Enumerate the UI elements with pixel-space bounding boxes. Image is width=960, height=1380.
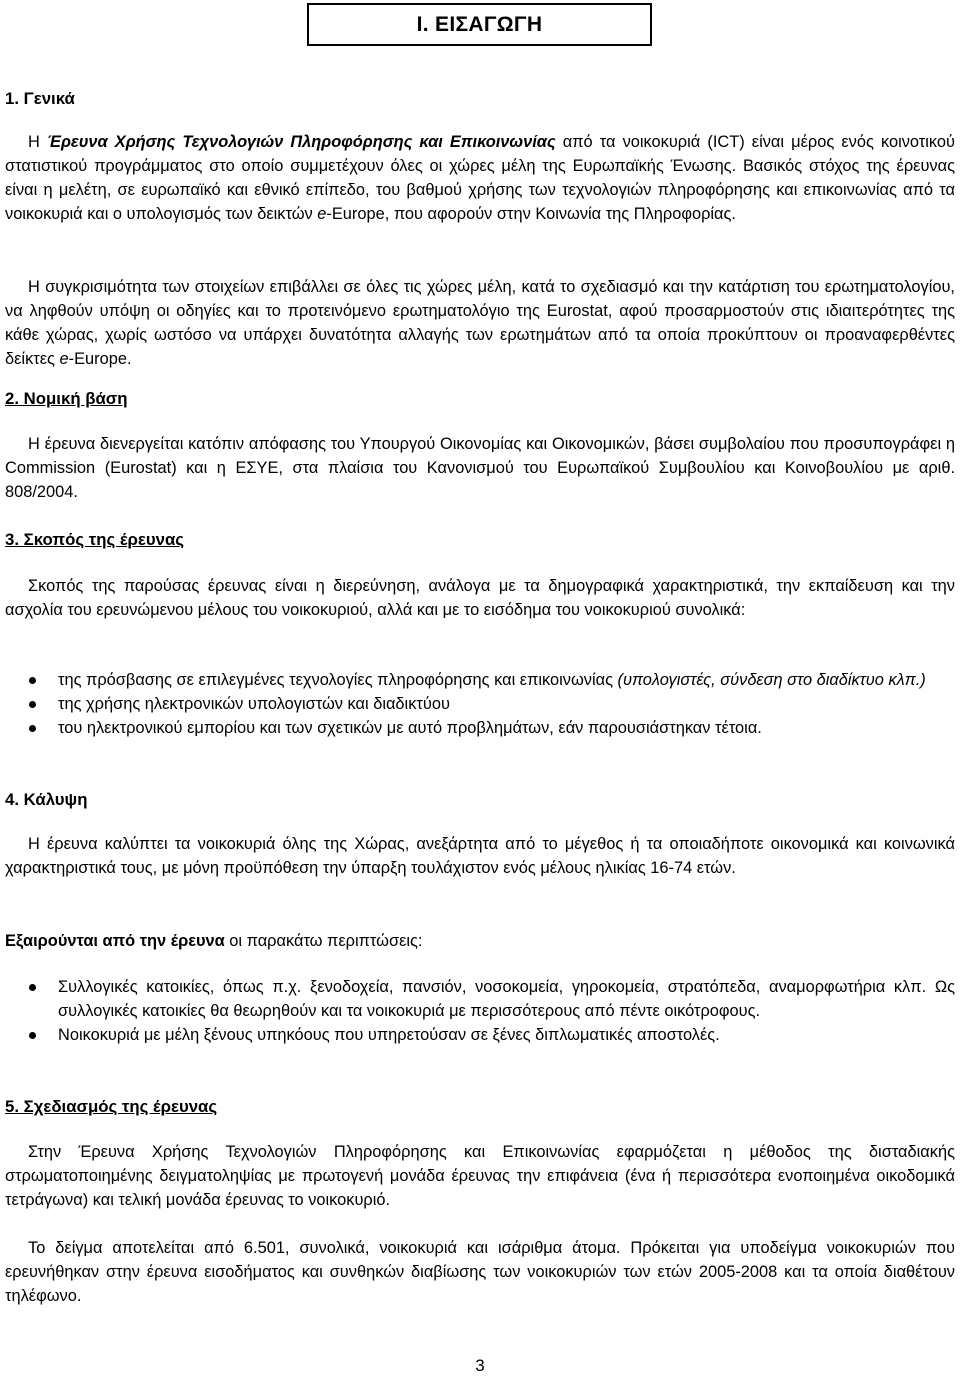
- section-4-heading: 4. Κάλυψη: [5, 790, 88, 809]
- exclusions-line: [5, 929, 955, 953]
- page-number: 3: [475, 1356, 485, 1375]
- p1-text-a: από τα νοικοκυριά (ICT) είναι μέρος ενός κοινοτικού στατιστικού προγράμματος στο οποίο συμμετέχουν όλες οι χώρες μέλη της Ευρωπαϊκής Ένωσης. Βασικός στόχος της έρευνας είναι η μελέτη, σε ευρωπαϊκό και εθνικό επίπεδο, του βαθμού χρήσης των τεχνολογιών πληροφόρησης και επικοινωνίας από τα νοικοκυριά και ο υπολογισμός των δεικτών: [5, 133, 955, 223]
- bullet-icon: [29, 701, 36, 708]
- section-5-paragraph-1: [5, 1140, 955, 1212]
- bullet-icon: [29, 725, 36, 732]
- section-5-paragraph-2: [5, 1236, 955, 1308]
- section-2-text: Η έρευνα διενεργείται κατόπιν απόφασης του Υπουργού Οικονομίας και Οικονομικών, βάσει συμβολαίου που προσυπογράφει η Commission (Eurostat) και η ΕΣΥΕ, στα πλαίσια του Κανονισμού του Ευρωπαϊκού Συμβουλίου και Κοινοβουλίου με αριθ. 808/2004.: [5, 435, 955, 501]
- section-4-paragraph: [5, 832, 955, 880]
- section-3-text: Σκοπός της παρούσας έρευνας είναι η διερεύνηση, ανάλογα με τα δημογραφικά χαρακτηριστικά, την εκπαίδευση και την ασχολία του ερευνώμενου μέλους του νοικοκυριού, αλλά και με το εισόδημα του νοικοκυριού συνολικά:: [5, 577, 955, 619]
- list-item-text: του ηλεκτρονικού εμπορίου και των σχετικών με αυτό προβλημάτων, εάν παρουσιάστηκαν τέτοια.: [58, 719, 762, 737]
- p2-text-b: -Europe.: [68, 350, 132, 368]
- p2-text-a: Η συγκρισιμότητα των στοιχείων επιβάλλει σε όλες τις χώρες μέλη, κατά το σχεδιασμό και την κατάρτιση του ερωτηματολογίου, να ληφθούν υπόψη οι οδηγίες και το προτεινόμενο ερωτηματολόγιο της Eurostat, αφού προσαρμοστούν στις ιδιαιτερότητες της κάθε χώρας, χωρίς ωστόσο να υπάρχει δυνατότητα αλλαγής των ερωτημάτων από τα οποία προκύπτουν οι προαναφερθέντες δείκτες: [5, 278, 955, 368]
- p2-e-italic: e: [59, 350, 69, 368]
- bullet-icon: [29, 1032, 36, 1039]
- section-3-heading: 3. Σκοπός της έρευνας: [5, 530, 184, 549]
- list-item: [5, 1023, 955, 1047]
- exclusions-text: οι παρακάτω περιπτώσεις:: [224, 932, 423, 950]
- p1-e-italic: e: [317, 205, 327, 223]
- section-1-heading: 1. Γενικά: [5, 89, 75, 108]
- list-item: [5, 668, 955, 692]
- p1-pre: Η: [28, 133, 47, 151]
- exclusions-bold: Εξαιρούνται από την έρευνα: [5, 932, 225, 950]
- section-3-paragraph: [5, 574, 955, 622]
- bullet-icon: [29, 677, 36, 684]
- section-5-text-2: Το δείγμα αποτελείται από 6.501, συνολικά, νοικοκυριά και ισάριθμα άτομα. Πρόκειται για υποδείγμα νοικοκυριών που ερευνήθηκαν στην έρευνα εισοδήματος και συνθηκών διαβίωσης των νοικοκυριών των ετών 2005-2008 και τα οποία διαθέτουν τηλέφωνο.: [5, 1239, 955, 1305]
- section-5-heading: 5. Σχεδιασμός της έρευνας: [5, 1097, 218, 1116]
- list-item-text: της χρήσης ηλεκτρονικών υπολογιστών και διαδικτύου: [58, 695, 450, 713]
- list-item: [5, 716, 955, 740]
- p1-text-b: -Europe, που αφορούν στην Κοινωνία της Πληροφορίας.: [326, 205, 736, 223]
- section-3-bullet-list: [5, 668, 955, 740]
- list-item: [5, 692, 955, 716]
- chapter-title: I. ΕΙΣΑΓΩΓΗ: [307, 3, 652, 46]
- section-5-text-1: Στην Έρευνα Χρήσης Τεχνολογιών Πληροφόρησης και Επικοινωνίας εφαρμόζεται η μέθοδος της δισταδιακής στρωματοποιημένης δειγματοληψίας με πρωτογενή μονάδα έρευνας την επιφάνεια (ένα ή περισσότερα ενοποιημένα οικοδομικά τετράγωνα) και τελική μονάδα έρευνας το νοικοκυριό.: [5, 1143, 955, 1209]
- section-4-bullet-list: [5, 975, 955, 1047]
- list-item-text: της πρόσβασης σε επιλεγμένες τεχνολογίες πληροφόρησης και επικοινωνίας: [58, 671, 618, 689]
- list-item-text: Νοικοκυριά με μέλη ξένους υπηκόους που υπηρετούσαν σε ξένες διπλωματικές αποστολές.: [58, 1026, 720, 1044]
- bullet-icon: [29, 984, 36, 991]
- section-2-heading: 2. Νομική βάση: [5, 389, 128, 408]
- section-1-paragraph-2: [5, 275, 955, 371]
- list-item: [5, 975, 955, 1023]
- section-1-paragraph-1: [5, 130, 955, 226]
- section-2-paragraph: [5, 432, 955, 504]
- list-item-italic: (υπολογιστές, σύνδεση στο διαδίκτυο κλπ.): [617, 671, 926, 689]
- section-4-text: Η έρευνα καλύπτει τα νοικοκυριά όλης της Χώρας, ανεξάρτητα από το μέγεθος ή τα οποιαδήποτε οικονομικά και κοινωνικά χαρακτηριστικά τους, με μόνη προϋπόθεση την ύπαρξη τουλάχιστον ενός μέλους ηλικίας 16-74 ετών.: [5, 835, 955, 877]
- list-item-text: Συλλογικές κατοικίες, όπως π.χ. ξενοδοχεία, πανσιόν, νοσοκομεία, γηροκομεία, στρατόπεδα, αναμορφωτήρια κλπ. Ως συλλογικές κατοικίες θα θεωρηθούν και τα νοικοκυριά με περισσότερους από πέντε οικότροφους.: [58, 978, 955, 1020]
- survey-title-emphasis: Έρευνα Χρήσης Τεχνολογιών Πληροφόρησης και Επικοινωνίας: [46, 133, 556, 151]
